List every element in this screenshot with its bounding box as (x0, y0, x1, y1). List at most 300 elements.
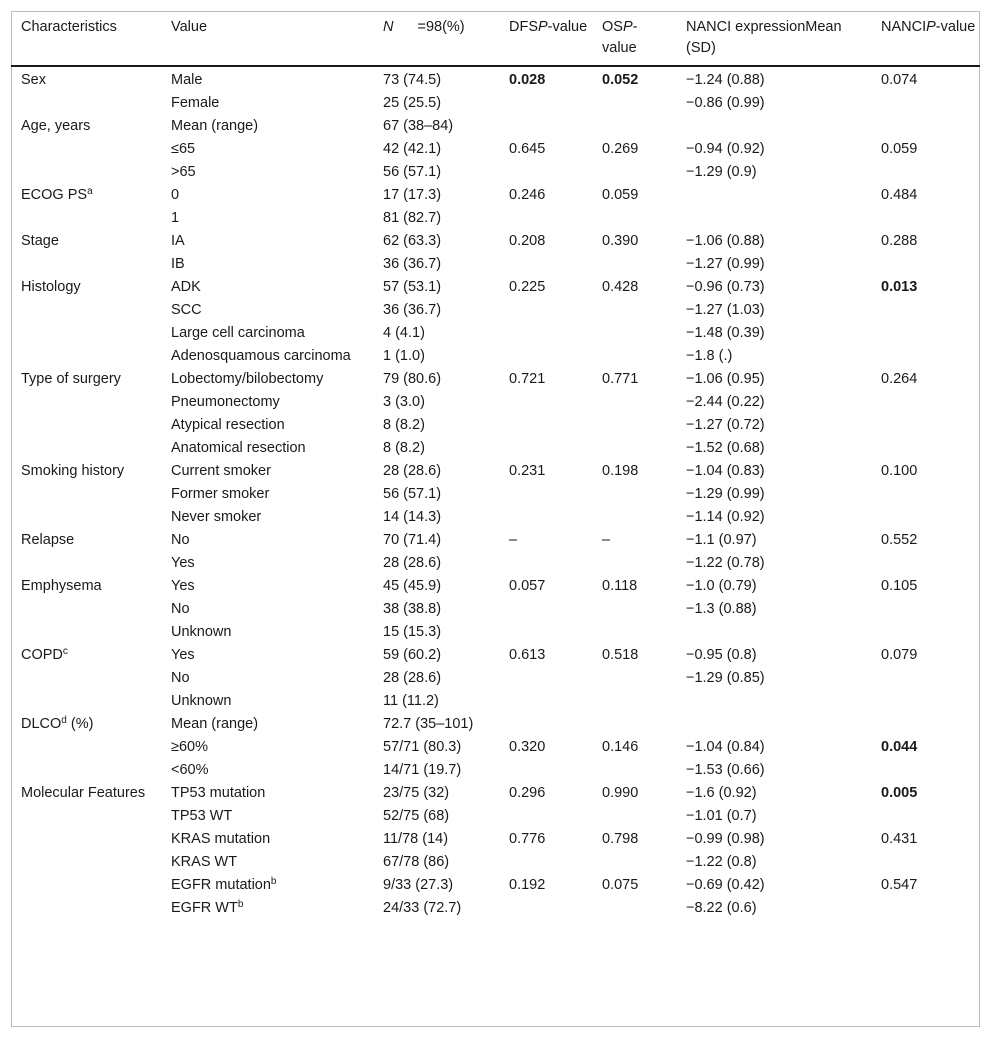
os-p-value-cell (592, 207, 676, 230)
dfs-p-value-cell (499, 805, 592, 828)
nanci-expression-cell (676, 207, 871, 230)
table-row (11, 782, 980, 805)
nanci-expression-cell: −1.8 (.) (686, 348, 733, 364)
os-p-value-cell (592, 851, 676, 874)
header-row (11, 11, 980, 66)
os-p-value-cell (592, 690, 676, 713)
table-row (11, 529, 980, 552)
nanci-expression-cell: −0.94 (0.92) (686, 141, 765, 157)
dfs-p-value-cell (499, 253, 592, 276)
table-row (11, 483, 980, 506)
n-percent-cell: 36 (36.7) (383, 256, 442, 272)
os-p-value-cell (592, 161, 676, 184)
characteristic-cell (11, 161, 161, 184)
nanci-p-value-cell: 0.074 (881, 72, 918, 88)
dfs-p-value-cell: 0.231 (509, 463, 546, 479)
characteristic-cell: Sex (21, 72, 46, 88)
characteristic-cell: Smoking history (21, 463, 125, 479)
characteristic-cell (11, 253, 161, 276)
dfs-p-value-cell (499, 345, 592, 368)
n-percent-cell: 72.7 (35–101) (383, 716, 474, 732)
nanci-expression-cell: −1.04 (0.84) (686, 739, 765, 755)
value-cell: Never smoker (171, 509, 262, 525)
os-p-value-cell: – (602, 532, 611, 548)
os-p-value-cell (592, 437, 676, 460)
dfs-p-value-cell: 0.208 (509, 233, 546, 249)
nanci-p-value-cell: 0.100 (881, 463, 918, 479)
table-row (11, 66, 980, 92)
nanci-p-value-cell (871, 506, 980, 529)
dfs-p-value-cell (499, 897, 592, 920)
value-cell: Anatomical resection (171, 440, 306, 456)
n-percent-cell: 62 (63.3) (383, 233, 442, 249)
os-p-value-cell (592, 92, 676, 115)
dfs-p-value-cell (499, 667, 592, 690)
nanci-p-value-cell (871, 253, 980, 276)
value-cell: Yes (171, 647, 195, 663)
nanci-expression-cell: −2.44 (0.22) (686, 394, 765, 410)
characteristic-cell (11, 207, 161, 230)
n-percent-cell: 38 (38.8) (383, 601, 442, 617)
n-percent-cell: 52/75 (68) (383, 808, 450, 824)
nanci-expression-cell: −1.29 (0.85) (686, 670, 765, 686)
table-row (11, 506, 980, 529)
n-percent-cell: 4 (4.1) (383, 325, 425, 341)
value-cell: Large cell carcinoma (171, 325, 305, 341)
dfs-p-value-cell: 0.296 (509, 785, 546, 801)
nanci-expression-cell (676, 115, 871, 138)
dfs-p-value-cell (499, 391, 592, 414)
value-cell: KRAS WT (171, 854, 238, 870)
value-cell: No (171, 532, 190, 548)
value-cell: No (171, 670, 190, 686)
nanci-expression-cell: −1.53 (0.66) (686, 762, 765, 778)
table-row (11, 368, 980, 391)
nanci-p-value-cell (871, 621, 980, 644)
dfs-p-value-cell: 0.246 (509, 187, 546, 203)
nanci-p-value-cell (871, 161, 980, 184)
nanci-expression-cell: −1.48 (0.39) (686, 325, 765, 341)
nanci-p-value-cell: 0.044 (881, 739, 918, 755)
n-percent-cell: 24/33 (72.7) (383, 900, 462, 916)
nanci-p-value-cell (871, 897, 980, 920)
value-cell: Mean (range) (171, 716, 259, 732)
table-row (11, 759, 980, 782)
characteristic-cell: Type of surgery (21, 371, 121, 387)
value-cell: Male (171, 72, 203, 88)
dfs-p-value-cell (499, 759, 592, 782)
characteristic-cell (11, 759, 161, 782)
characteristic-cell (11, 506, 161, 529)
os-p-value-cell (592, 713, 676, 736)
value-cell: ≤65 (171, 141, 196, 157)
n-percent-cell: 3 (3.0) (383, 394, 425, 410)
table-row (11, 713, 980, 736)
header-nanci-expression: NANCI expressionMean (SD) (676, 11, 871, 66)
nanci-expression-cell: −1.1 (0.97) (686, 532, 757, 548)
nanci-p-value-cell: 0.552 (881, 532, 918, 548)
n-percent-cell: 8 (8.2) (383, 440, 425, 456)
value-cell: TP53 WT (171, 808, 233, 824)
os-p-value-cell (592, 552, 676, 575)
os-p-value-cell (592, 897, 676, 920)
value-cell: SCC (171, 302, 202, 318)
n-percent-cell: 42 (42.1) (383, 141, 442, 157)
n-percent-cell: 23/75 (32) (383, 785, 450, 801)
nanci-p-value-cell: 0.264 (881, 371, 918, 387)
table-row (11, 897, 980, 920)
nanci-expression-cell: −1.29 (0.9) (686, 164, 757, 180)
value-cell: EGFR mutation$^b$ (171, 876, 277, 893)
table-row (11, 253, 980, 276)
n-percent-cell: 28 (28.6) (383, 555, 442, 571)
table-row (11, 621, 980, 644)
value-cell: IB (171, 256, 185, 272)
dfs-p-value-cell: 0.721 (509, 371, 546, 387)
nanci-p-value-cell (871, 667, 980, 690)
characteristic-cell: ECOG $PS^a$ (21, 186, 93, 203)
table-row (11, 276, 980, 299)
characteristic-cell: Age, years (21, 118, 91, 134)
dfs-p-value-cell (499, 598, 592, 621)
dfs-p-value-cell (499, 437, 592, 460)
n-percent-cell: 28 (28.6) (383, 463, 442, 479)
footnote-marker: b (270, 876, 277, 887)
characteristic-cell (11, 92, 161, 115)
value-cell: ADK (171, 279, 201, 295)
footnote-marker: d (61, 715, 67, 726)
value-cell: TP53 mutation (171, 785, 266, 801)
nanci-expression-cell (676, 713, 871, 736)
footnote-marker: b (237, 899, 244, 910)
header-n: N =98(%) (373, 11, 499, 66)
n-percent-cell: 67 (38–84) (383, 118, 454, 134)
n-percent-cell: 81 (82.7) (383, 210, 442, 226)
os-p-value-cell: 0.390 (602, 233, 639, 249)
table-row (11, 92, 980, 115)
nanci-p-value-cell (871, 851, 980, 874)
characteristic-cell (11, 322, 161, 345)
os-p-value-cell: 0.146 (602, 739, 639, 755)
os-p-value-cell: 0.518 (602, 647, 639, 663)
nanci-expression-cell: −1.3 (0.88) (686, 601, 757, 617)
nanci-p-value-cell (871, 92, 980, 115)
os-p-value-cell: 0.075 (602, 877, 639, 893)
nanci-p-value-cell: 0.431 (881, 831, 918, 847)
dfs-p-value-cell (499, 713, 592, 736)
table-row (11, 138, 980, 161)
n-percent-cell: 57 (53.1) (383, 279, 442, 295)
n-percent-cell: 14 (14.3) (383, 509, 442, 525)
os-p-value-cell: 0.198 (602, 463, 639, 479)
characteristic-cell: Stage (21, 233, 59, 249)
table-row (11, 552, 980, 575)
os-p-value-cell (592, 345, 676, 368)
value-cell: Unknown (171, 624, 232, 640)
os-p-value-cell: 0.052 (602, 72, 639, 88)
value-cell: Unknown (171, 693, 232, 709)
value-cell: No (171, 601, 190, 617)
nanci-p-value-cell (871, 115, 980, 138)
n-percent-cell: 17 (17.3) (383, 187, 442, 203)
header-dfs-p-value: DFSP-value (499, 11, 592, 66)
nanci-p-value-cell (871, 414, 980, 437)
nanci-expression-cell: −1.29 (0.99) (686, 486, 765, 502)
header-os-p-value: OSP-value (592, 11, 676, 66)
dfs-p-value-cell: 0.776 (509, 831, 546, 847)
characteristic-cell (11, 690, 161, 713)
characteristic-cell (11, 736, 161, 759)
nanci-expression-cell (676, 690, 871, 713)
n-percent-cell: 8 (8.2) (383, 417, 425, 433)
os-p-value-cell (592, 299, 676, 322)
table-row (11, 805, 980, 828)
nanci-p-value-cell: 0.013 (881, 279, 918, 295)
characteristic-cell (11, 805, 161, 828)
value-cell: Lobectomy/bilobectomy (171, 371, 324, 387)
nanci-p-value-cell (871, 207, 980, 230)
nanci-expression-cell: −0.86 (0.99) (686, 95, 765, 111)
value-cell: Yes (171, 555, 195, 571)
n-percent-cell: 70 (71.4) (383, 532, 442, 548)
dfs-p-value-cell: 0.320 (509, 739, 546, 755)
characteristic-cell (11, 483, 161, 506)
n-percent-cell: 67/78 (86) (383, 854, 450, 870)
os-p-value-cell (592, 598, 676, 621)
characteristic-cell (11, 299, 161, 322)
nanci-expression-cell: −1.22 (0.8) (686, 854, 757, 870)
dfs-p-value-cell: 0.225 (509, 279, 546, 295)
characteristic-cell (11, 414, 161, 437)
table-row (11, 322, 980, 345)
dfs-p-value-cell (499, 115, 592, 138)
n-percent-cell: 45 (45.9) (383, 578, 442, 594)
dfs-p-value-cell: 0.192 (509, 877, 546, 893)
nanci-p-value-cell (871, 391, 980, 414)
characteristic-cell (11, 391, 161, 414)
value-cell: 1 (171, 210, 180, 226)
value-cell: Female (171, 95, 220, 111)
n-percent-cell: 11 (11.2) (383, 693, 439, 709)
table-row (11, 690, 980, 713)
n-percent-cell: 15 (15.3) (383, 624, 442, 640)
dfs-p-value-cell (499, 851, 592, 874)
table-row (11, 575, 980, 598)
nanci-expression-cell: −0.96 (0.73) (686, 279, 765, 295)
dfs-p-value-cell (499, 414, 592, 437)
characteristic-cell: Emphysema (21, 578, 102, 594)
nanci-p-value-cell (871, 598, 980, 621)
dfs-p-value-cell (499, 92, 592, 115)
dfs-p-value-cell: 0.613 (509, 647, 546, 663)
table-row (11, 207, 980, 230)
value-cell: Current smoker (171, 463, 271, 479)
os-p-value-cell (592, 805, 676, 828)
n-percent-cell: 25 (25.5) (383, 95, 442, 111)
table-row (11, 230, 980, 253)
dfs-p-value-cell: – (509, 532, 518, 548)
nanci-expression-cell: −0.95 (0.8) (686, 647, 757, 663)
os-p-value-cell (592, 621, 676, 644)
nanci-p-value-cell: 0.079 (881, 647, 918, 663)
characteristic-cell (11, 897, 161, 920)
value-cell: <60% (171, 762, 209, 778)
nanci-expression-cell: −1.6 (0.92) (686, 785, 757, 801)
nanci-p-value-cell: 0.547 (881, 877, 918, 893)
value-cell: Mean (range) (171, 118, 259, 134)
os-p-value-cell: 0.990 (602, 785, 639, 801)
os-p-value-cell (592, 667, 676, 690)
nanci-expression-cell: −1.24 (0.88) (686, 72, 765, 88)
nanci-p-value-cell (871, 552, 980, 575)
nanci-expression-cell: −1.27 (0.99) (686, 256, 765, 272)
characteristic-cell: COPD$^c$ (21, 646, 68, 663)
table-row (11, 851, 980, 874)
os-p-value-cell: 0.428 (602, 279, 639, 295)
nanci-expression-cell: −1.14 (0.92) (686, 509, 765, 525)
value-cell: IA (171, 233, 185, 249)
os-p-value-cell (592, 759, 676, 782)
value-cell: >65 (171, 164, 196, 180)
nanci-p-value-cell (871, 322, 980, 345)
table-row (11, 161, 980, 184)
dfs-p-value-cell (499, 207, 592, 230)
value-cell: Yes (171, 578, 195, 594)
dfs-p-value-cell (499, 506, 592, 529)
os-p-value-cell: 0.798 (602, 831, 639, 847)
characteristic-cell (11, 598, 161, 621)
value-cell: EGFR $WT^b$ (171, 899, 244, 916)
nanci-expression-cell: −0.69 (0.42) (686, 877, 765, 893)
nanci-p-value-cell: 0.288 (881, 233, 918, 249)
characteristic-cell (11, 874, 161, 897)
characteristic-cell (11, 828, 161, 851)
os-p-value-cell (592, 253, 676, 276)
n-percent-cell: 57/71 (80.3) (383, 739, 462, 755)
os-p-value-cell: 0.269 (602, 141, 639, 157)
nanci-p-value-cell: 0.059 (881, 141, 918, 157)
table-row (11, 184, 980, 207)
os-p-value-cell (592, 322, 676, 345)
header-nanci-p-value: NANCIP-value (871, 11, 980, 66)
dfs-p-value-cell (499, 161, 592, 184)
nanci-expression-cell: −1.52 (0.68) (686, 440, 765, 456)
table-row (11, 345, 980, 368)
dfs-p-value-cell: 0.057 (509, 578, 546, 594)
nanci-expression-cell: −1.0 (0.79) (686, 578, 757, 594)
nanci-expression-cell: −1.06 (0.88) (686, 233, 765, 249)
nanci-p-value-cell: 0.005 (881, 785, 918, 801)
value-cell: Former smoker (171, 486, 270, 502)
nanci-expression-cell: −1.22 (0.78) (686, 555, 765, 571)
n-percent-cell: 79 (80.6) (383, 371, 442, 387)
nanci-p-value-cell: 0.105 (881, 578, 918, 594)
n-percent-cell: 28 (28.6) (383, 670, 442, 686)
nanci-expression-cell (676, 621, 871, 644)
table-row (11, 736, 980, 759)
characteristic-cell (11, 437, 161, 460)
os-p-value-cell (592, 391, 676, 414)
characteristics-table (11, 11, 980, 920)
table-row (11, 437, 980, 460)
nanci-expression-cell: −1.06 (0.95) (686, 371, 765, 387)
characteristic-cell: Molecular Features (21, 785, 146, 801)
table-row (11, 644, 980, 667)
os-p-value-cell: 0.059 (602, 187, 639, 203)
dfs-p-value-cell: 0.028 (509, 72, 546, 88)
characteristic-cell (11, 621, 161, 644)
header-n-rest: =98(%) (417, 19, 465, 35)
header-value: Value (161, 11, 373, 66)
os-p-value-cell: 0.771 (602, 371, 639, 387)
dfs-p-value-cell (499, 621, 592, 644)
n-percent-cell: 36 (36.7) (383, 302, 442, 318)
characteristic-cell (11, 667, 161, 690)
n-percent-cell: 56 (57.1) (383, 486, 442, 502)
characteristic-cell (11, 138, 161, 161)
nanci-expression-cell: −1.27 (1.03) (686, 302, 765, 318)
nanci-p-value-cell (871, 690, 980, 713)
characteristic-cell: DLCO$^d$ (%) (21, 715, 94, 732)
value-cell: 0 (171, 187, 180, 203)
dfs-p-value-cell (499, 299, 592, 322)
footnote-marker: a (87, 186, 93, 197)
nanci-p-value-cell (871, 345, 980, 368)
characteristic-cell: Histology (21, 279, 81, 295)
os-p-value-cell (592, 483, 676, 506)
os-p-value-cell: 0.118 (602, 578, 638, 594)
n-percent-cell: 73 (74.5) (383, 72, 442, 88)
table-row (11, 299, 980, 322)
n-percent-cell: 56 (57.1) (383, 164, 442, 180)
nanci-expression-cell: −0.99 (0.98) (686, 831, 765, 847)
characteristic-cell (11, 552, 161, 575)
dfs-p-value-cell (499, 483, 592, 506)
footnote-marker: c (62, 646, 68, 657)
table-row (11, 598, 980, 621)
nanci-p-value-cell (871, 759, 980, 782)
table-row (11, 460, 980, 483)
nanci-expression-cell (676, 184, 871, 207)
value-cell: ≥60% (171, 739, 208, 755)
dfs-p-value-cell (499, 552, 592, 575)
nanci-expression-cell: −8.22 (0.6) (686, 900, 757, 916)
nanci-p-value-cell (871, 437, 980, 460)
header-characteristics: Characteristics (11, 11, 161, 66)
table-row (11, 874, 980, 897)
value-cell: Pneumonectomy (171, 394, 280, 410)
nanci-p-value-cell: 0.484 (881, 187, 918, 203)
n-percent-cell: 9/33 (27.3) (383, 877, 454, 893)
dfs-p-value-cell (499, 690, 592, 713)
os-p-value-cell (592, 115, 676, 138)
nanci-p-value-cell (871, 805, 980, 828)
characteristic-cell (11, 345, 161, 368)
value-cell: Atypical resection (171, 417, 285, 433)
dfs-p-value-cell (499, 322, 592, 345)
characteristic-cell (11, 851, 161, 874)
n-percent-cell: 59 (60.2) (383, 647, 442, 663)
table-row (11, 414, 980, 437)
table-row (11, 391, 980, 414)
table-row (11, 828, 980, 851)
characteristic-cell: Relapse (21, 532, 75, 548)
value-cell: Adenosquamous carcinoma (171, 348, 351, 364)
os-p-value-cell (592, 506, 676, 529)
n-percent-cell: 11/78 (14) (383, 831, 449, 847)
nanci-expression-cell: −1.01 (0.7) (686, 808, 757, 824)
n-percent-cell: 1 (1.0) (383, 348, 425, 364)
